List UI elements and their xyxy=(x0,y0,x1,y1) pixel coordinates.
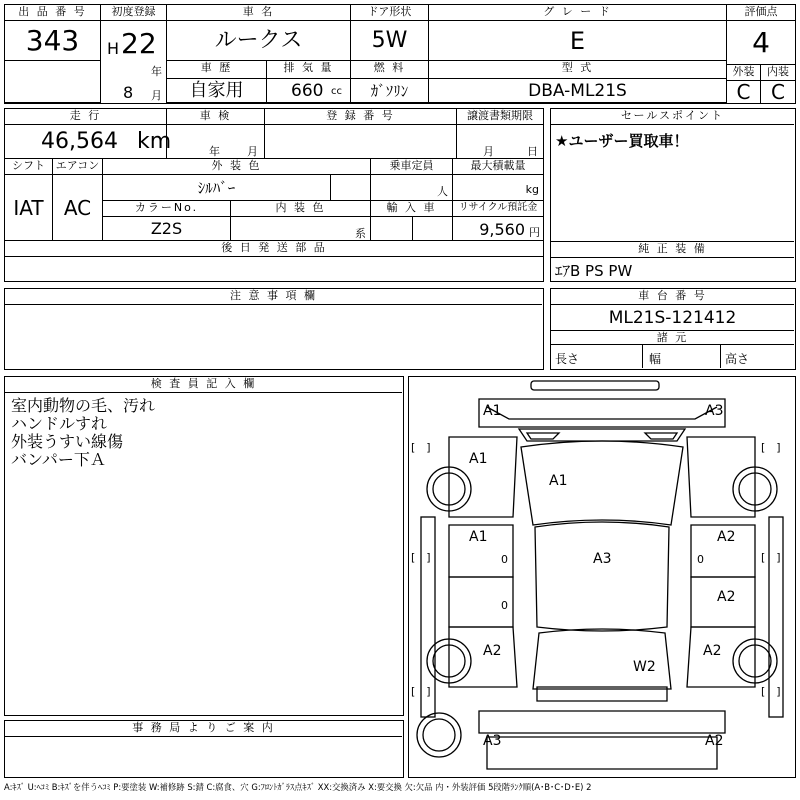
chassis-value: ML21S-121412 xyxy=(551,305,794,331)
history-label: 車 歴 xyxy=(167,61,267,79)
displacement-label: 排 気 量 xyxy=(267,61,351,79)
model-type-label: 型 式 xyxy=(429,61,727,79)
top-info-block xyxy=(4,4,796,104)
genuine-label: 純 正 装 備 xyxy=(551,241,794,258)
mark-rear-door-right: A2 xyxy=(717,589,736,605)
ext-color-value: ｼﾙﾊﾞｰ xyxy=(103,175,331,201)
mileage-cell xyxy=(5,125,172,159)
reg-no-value xyxy=(265,125,457,159)
mark-front-door-left: A1 xyxy=(469,529,488,545)
ac-value: AC xyxy=(53,175,103,241)
shift-label: シフト xyxy=(5,159,53,175)
mark-left-front-seal: 0 xyxy=(501,553,508,566)
first-reg-border xyxy=(101,21,167,103)
year-unit: 年 xyxy=(151,65,162,78)
mark-back-door: W2 xyxy=(633,659,656,675)
mark-hood: A1 xyxy=(549,473,568,489)
mark-front-bumper-right: A3 xyxy=(705,403,724,419)
model-type-value: DBA-ML21S xyxy=(429,79,727,103)
car-name-label: 車 名 xyxy=(167,5,351,21)
grade-label: グ レ ー ド xyxy=(429,5,727,21)
chassis-block xyxy=(550,288,796,370)
transfer-label: 譲渡書類期限 xyxy=(457,109,543,125)
length-label: 長さ xyxy=(555,352,580,366)
recycle-cell xyxy=(453,217,543,241)
caution-label: 注 意 事 項 欄 xyxy=(5,289,542,305)
mark-rear-fender-left: A2 xyxy=(483,643,502,659)
office-block xyxy=(4,720,404,778)
inspector-note: バンパー下Ａ xyxy=(11,450,106,469)
legend: A:ｷｽﾞ U:ﾍｺﾐ B:ｷｽﾞを伴うﾍｺﾐ P:要塗装 W:補修跡 S:錆 C:腐食、穴 G:ﾌﾛﾝﾄｶﾞﾗｽ点ｷｽﾞ XX:交換済み X:要交換 欠:欠品 内・外装評価 5段階ﾗﾝｸ順(A･B･C･D･E) 2 xyxy=(4,782,592,792)
import-cell-b xyxy=(413,217,453,241)
bracket: [ ] xyxy=(411,441,431,454)
equipment-value: ｴｱB PS PW xyxy=(555,262,633,280)
office-label: 事 務 局 よ り ご 案 内 xyxy=(5,721,402,737)
ext-color-sub xyxy=(331,175,371,201)
series-unit: 系 xyxy=(355,227,366,240)
first-reg-label: 初度登録 xyxy=(101,5,167,21)
width-label: 幅 xyxy=(649,352,662,366)
first-reg-month: 8 xyxy=(123,83,134,102)
transfer-month-unit: 月 xyxy=(483,145,494,158)
door-label: ドア形状 xyxy=(351,5,429,21)
first-reg-era: H xyxy=(107,39,120,58)
exterior-value: C xyxy=(727,81,761,103)
caution-block xyxy=(4,288,544,370)
transfer-cell xyxy=(457,125,543,159)
color-no-label: カラーNo. xyxy=(103,201,231,217)
transfer-day-unit: 日 xyxy=(527,145,538,158)
recycle-label: リサイクル預託金 xyxy=(453,201,543,217)
fuel-value: ｶﾞｿﾘﾝ xyxy=(351,79,429,103)
mileage-unit: km xyxy=(137,129,172,154)
import-cell-a xyxy=(371,217,413,241)
history-value: 自家用 xyxy=(167,79,267,103)
lot-no-label: 出 品 番 号 xyxy=(5,5,101,21)
sales-point-block xyxy=(550,108,796,282)
first-reg-year: 22 xyxy=(121,27,157,60)
month-unit: 月 xyxy=(151,89,162,102)
bracket: [ ] xyxy=(411,551,431,564)
ac-label: エアコン xyxy=(53,159,103,175)
import-label: 輸 入 車 xyxy=(371,201,453,217)
mark-left-rear-seal: 0 xyxy=(501,599,508,612)
score-label: 評価点 xyxy=(727,5,795,21)
cc-unit: cc xyxy=(331,86,342,97)
score-value: 4 xyxy=(727,21,795,65)
chassis-label: 車 台 番 号 xyxy=(551,289,794,305)
color-no-value: Z2S xyxy=(103,217,231,241)
exterior-label: 外装 xyxy=(727,65,761,81)
sales-point-label: セールスポイント xyxy=(551,109,794,125)
displacement-cell xyxy=(267,79,351,103)
mark-front-fender-left: A1 xyxy=(469,451,488,467)
grade-value: E xyxy=(429,21,727,61)
mileage-value: 46,564 xyxy=(41,129,118,154)
capacity-label: 乗車定員 xyxy=(371,159,453,175)
inspection-year-unit: 年 xyxy=(209,145,220,158)
int-color-cell xyxy=(231,217,371,241)
interior-value: C xyxy=(771,80,785,104)
width-cell xyxy=(643,345,721,368)
displacement-value: 660 xyxy=(291,81,324,101)
car-name-value: ルークス xyxy=(167,21,351,61)
int-color-label: 内 装 色 xyxy=(231,201,371,217)
recycle-value: 9,560 xyxy=(479,220,525,239)
mark-front-bumper-left: A1 xyxy=(483,403,502,419)
inspector-note: ハンドルすれ xyxy=(11,414,108,433)
car-diagram xyxy=(409,377,795,777)
mark-right-front-seal: 0 xyxy=(697,553,704,566)
bracket: [ ] xyxy=(761,551,781,564)
sales-point-value: ★ユーザー買取車！ xyxy=(555,132,689,150)
height-cell xyxy=(721,345,794,368)
specs-label: 諸 元 xyxy=(551,331,794,345)
door-value: 5W xyxy=(351,21,429,61)
bracket: [ ] xyxy=(761,685,781,698)
mark-rear-fender-right: A2 xyxy=(703,643,722,659)
height-label: 高さ xyxy=(725,352,750,366)
mark-rear-bumper-right: A2 xyxy=(705,733,724,749)
max-load-label: 最大積載量 xyxy=(453,159,543,175)
capacity-cell xyxy=(371,175,453,201)
person-unit: 人 xyxy=(437,185,448,198)
lot-no-value: 343 xyxy=(5,21,101,61)
inspection-cell xyxy=(167,125,265,159)
ext-color-label: 外 装 色 xyxy=(103,159,371,175)
inspector-note: 外装うすい線傷 xyxy=(11,432,124,451)
inspection-month-unit: 月 xyxy=(247,145,258,158)
fuel-label: 燃 料 xyxy=(351,61,429,79)
length-cell xyxy=(551,345,643,368)
interior-label: 内装 xyxy=(761,65,795,81)
yen-unit: 円 xyxy=(529,226,540,239)
mid-info-block xyxy=(4,108,544,282)
kg-unit: kg xyxy=(525,183,539,196)
bracket: [ ] xyxy=(411,685,431,698)
inspection-label: 車 検 xyxy=(167,109,265,125)
reg-no-label: 登 録 番 号 xyxy=(265,109,457,125)
bracket: [ ] xyxy=(761,441,781,454)
mark-front-door-right: A2 xyxy=(717,529,736,545)
inspector-block xyxy=(4,376,404,716)
mark-rear-bumper-left: A3 xyxy=(483,733,502,749)
mileage-label: 走 行 xyxy=(5,109,167,125)
inspector-note: 室内動物の毛、汚れ xyxy=(11,396,156,415)
car-diagram-block xyxy=(408,376,796,778)
shift-value: IAT xyxy=(5,175,53,241)
lot-no-blank xyxy=(5,61,101,103)
inspector-notes xyxy=(11,397,155,469)
mark-roof: A3 xyxy=(593,551,612,567)
inspector-label: 検 査 員 記 入 欄 xyxy=(5,377,402,393)
max-load-cell xyxy=(453,175,543,201)
parts-label: 後 日 発 送 部 品 xyxy=(5,241,543,257)
